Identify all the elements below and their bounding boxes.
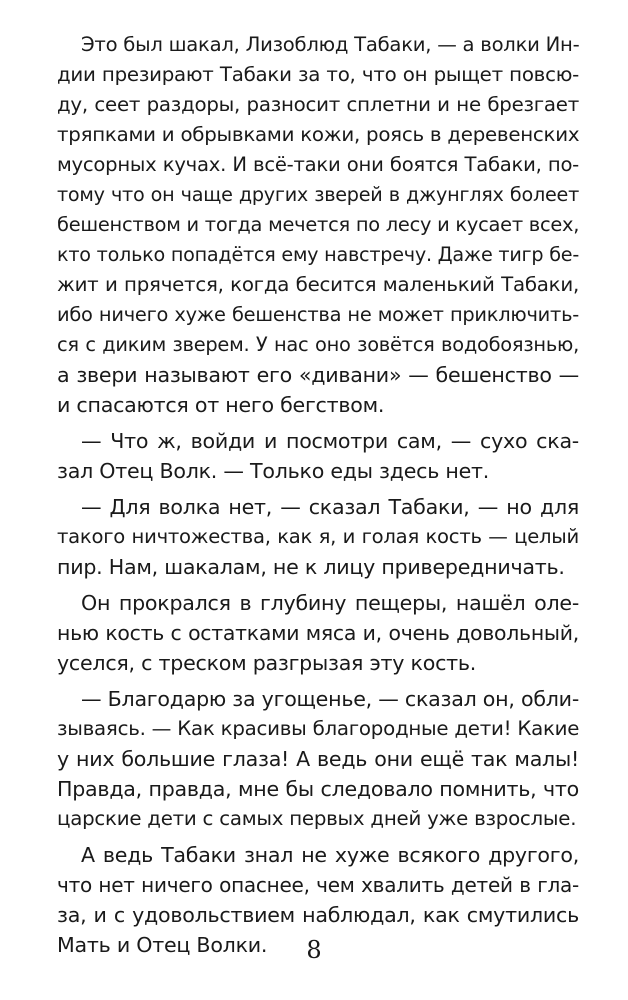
text-line: А ведь Табаки знал не хуже всякого другого, bbox=[81, 843, 579, 867]
text-line: бешенством и тогда мечется по лесу и кусает всех, bbox=[57, 213, 580, 236]
text-line: царские дети с самых первых дней уже взрослые. bbox=[57, 807, 577, 830]
text-line: тому что он чаще других зверей в джунглях болеет bbox=[57, 183, 579, 206]
text-line: что нет ничего опаснее, чем хвалить детей в гла- bbox=[57, 873, 579, 897]
text-line: — Что ж, войди и посмотри сам, — сухо ска- bbox=[81, 429, 579, 453]
text-line: — Для волка нет, — сказал Табаки, — но для bbox=[81, 495, 579, 519]
text-line: пир. Нам, шакалам, не к лицу привередничать. bbox=[57, 555, 565, 579]
text-line: кто только попадётся ему навстречу. Даже тигр бе- bbox=[57, 243, 579, 266]
text-line: ибо ничего хуже бешенства не может приключить- bbox=[57, 303, 579, 326]
text-line: Он прокрался в глубину пещеры, нашёл оле- bbox=[81, 591, 579, 615]
page-number: 8 bbox=[306, 936, 322, 964]
text-line: такого ничтожества, как я, и голая кость — целый bbox=[57, 525, 579, 548]
text-line: нью кость с остатками мяса и, очень довольный, bbox=[57, 621, 579, 645]
text-line: ду, сеет раздоры, разносит сплетни и не брезгает bbox=[57, 93, 579, 116]
text-line: ся с диким зверем. У нас оно зовётся водобоязнью, bbox=[57, 333, 579, 356]
text-line: тряпками и обрывками кожи, роясь в деревенских bbox=[57, 123, 580, 146]
text-line: зываясь. — Как красивы благородные дети! Какие bbox=[57, 717, 580, 740]
text-line: Правда, правда, мне бы следовало помнить, что bbox=[57, 777, 579, 801]
text-line: жит и прячется, когда бесится маленький Табаки, bbox=[57, 273, 579, 296]
text-line: и спасаются от него бегством. bbox=[57, 393, 385, 417]
text-line: Это был шакал, Лизоблюд Табаки, — а волки Ин- bbox=[81, 33, 580, 56]
text-line: — Благодарю за угощенье, — сказал он, обли- bbox=[81, 687, 579, 711]
text-line: у них большие глаза! А ведь они ещё так малы! bbox=[57, 747, 579, 771]
text-line: уселся, с треском разгрызая эту кость. bbox=[57, 651, 477, 675]
text-line: за, и с удовольствием наблюдал, как смутились bbox=[57, 903, 579, 927]
text-line: а звери называют его «дивани» — бешенство — bbox=[57, 363, 579, 387]
page-body bbox=[57, 30, 579, 970]
text-line: Мать и Отец Волки. bbox=[57, 933, 268, 957]
text-line: зал Отец Волк. — Только еды здесь нет. bbox=[57, 459, 490, 483]
text-line: дии презирают Табаки за то, что он рыщет повсю- bbox=[57, 63, 579, 86]
text-line: мусорных кучах. И всё-таки они боятся Табаки, по- bbox=[57, 153, 579, 176]
